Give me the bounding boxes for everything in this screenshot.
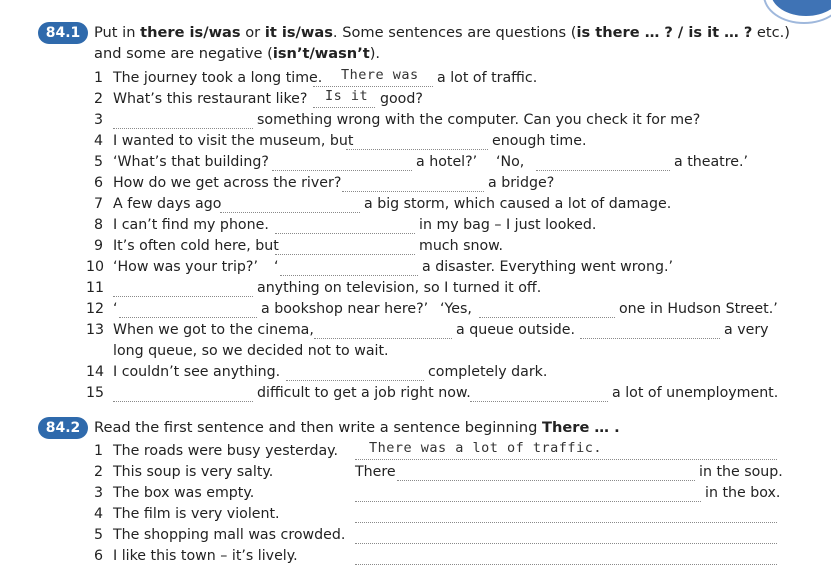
answer-blank[interactable] xyxy=(397,462,695,481)
exercise-item: 15 difficult to get a job right now. a lot of unemployment. xyxy=(86,385,779,401)
answer-blank[interactable] xyxy=(355,504,777,523)
answer-blank[interactable] xyxy=(346,131,488,150)
exercise-item: 4 The film is very violent. xyxy=(0,504,831,524)
exercise-item: 9 It’s often cold here, but much snow. xyxy=(94,238,503,254)
exercise-item: 14 I couldn’t see anything. completely dark. xyxy=(86,364,548,380)
exercise-instructions-84-1: Put in there is/was or it is/was. Some sentences are questions (is there … ? / is it … ? etc.) and some are negative (isn’t/wasn’t). xyxy=(94,24,790,62)
answer-blank[interactable] xyxy=(272,152,412,171)
exercise-item-continuation: long queue, so we decided not to wait. xyxy=(113,343,389,359)
exercise-item: 6 How do we get across the river? a bridge? xyxy=(94,175,555,191)
answer-blank[interactable] xyxy=(220,194,360,213)
answer-blank[interactable] xyxy=(536,152,670,171)
answer-blank[interactable] xyxy=(355,525,777,544)
answer-blank[interactable] xyxy=(275,215,415,234)
exercise-item: 7 A few days ago a big storm, which caused a lot of damage. xyxy=(94,196,672,212)
answer-blank[interactable] xyxy=(470,383,608,402)
answer-blank[interactable] xyxy=(286,362,424,381)
exercise-item: 12 ‘ a bookshop near here?’ ‘Yes, one in Hudson Street.’ xyxy=(86,301,778,317)
answer-blank[interactable]: Is it xyxy=(313,89,375,108)
exercise-item: 13 When we got to the cinema, a queue outside. a very xyxy=(86,322,769,338)
exercise-item: 1 The journey took a long time. There was a lot of traffic. xyxy=(94,67,538,86)
answer-blank[interactable] xyxy=(113,383,253,402)
exercise-item: 5 The shopping mall was crowded. xyxy=(0,525,831,545)
exercise-item: 1 The roads were busy yesterday. There was a lot of traffic. xyxy=(0,441,831,461)
exercise-item: 2 This soup is very salty. There in the soup. xyxy=(94,464,783,480)
exercise-item: 5 ‘What’s that building? a hotel?’ ‘No, a theatre.’ xyxy=(94,154,749,170)
exercise-item: 11 anything on television, so I turned it off. xyxy=(86,280,542,296)
exercise-item: 10 ‘How was your trip?’ ‘ a disaster. Everything went wrong.’ xyxy=(86,259,674,275)
answer-blank[interactable] xyxy=(479,299,615,318)
exercise-item: 6 I like this town – it’s lively. xyxy=(0,546,831,566)
exercise-item: 4 I wanted to visit the museum, but enough time. xyxy=(94,133,587,149)
exercise-badge-84-2: 84.2 xyxy=(38,417,88,439)
answer-blank[interactable] xyxy=(280,257,418,276)
exercise-item: 3 something wrong with the computer. Can you check it for me? xyxy=(94,112,701,128)
exercise-badge-84-1: 84.1 xyxy=(38,22,88,44)
answer-blank[interactable] xyxy=(113,110,253,129)
answer-blank[interactable] xyxy=(314,320,452,339)
exercise-item: 2 What’s this restaurant like? Is it good? xyxy=(94,88,423,107)
exercise-item: 3 The box was empty. in the box. xyxy=(94,485,781,501)
answer-blank[interactable]: There was a lot of traffic. xyxy=(355,441,777,460)
answer-blank[interactable] xyxy=(580,320,720,339)
answer-blank[interactable] xyxy=(113,278,253,297)
answer-blank[interactable] xyxy=(275,236,415,255)
answer-blank[interactable] xyxy=(342,173,484,192)
answer-blank[interactable] xyxy=(119,299,257,318)
answer-blank[interactable] xyxy=(355,546,777,565)
exercise-item: 8 I can’t find my phone. in my bag – I just looked. xyxy=(94,217,597,233)
answer-blank[interactable]: There was xyxy=(313,68,433,87)
exercise-instructions-84-2: Read the first sentence and then write a sentence beginning There … . xyxy=(94,419,620,436)
answer-blank[interactable] xyxy=(355,483,701,502)
